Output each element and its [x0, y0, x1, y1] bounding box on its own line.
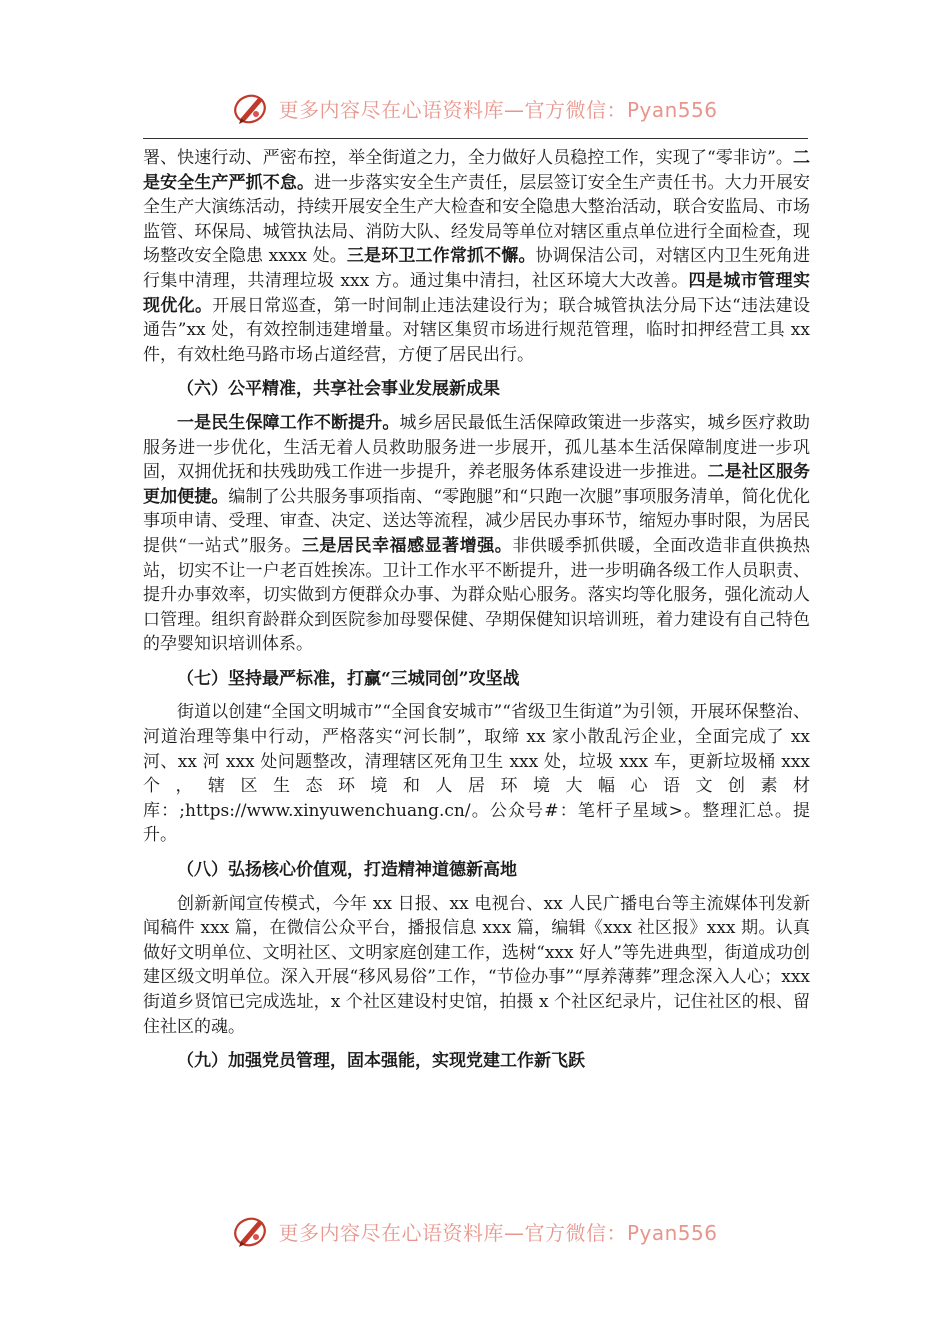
document-body: [143, 146, 810, 1083]
bold-lead-text: 三是环卫工作常抓不懈。: [346, 246, 536, 267]
paragraph-text: 进一步落实安全生产责任，层层签订安全生产责任书。大力开展安全生产大演练活动，持续开展安全生产大检查和安全隐患大整治活动，联合安监局、市场监管、环保局、城管执法局、消防大队、经发局等单位对辖区重点单位进行全面检查，现场整改安全隐患 xxxx 处。: [143, 172, 811, 267]
bold-lead-text: （七）坚持最严标准，打赢“三城同创”攻坚战: [177, 668, 520, 689]
section-heading: [143, 1049, 810, 1074]
paragraph-text: 编制了公共服务事项指南、“零跑腿”和“只跑一次腿”事项服务清单，简化优化事项申请、受理、审查、决定、送达等流程，减少居民办事环节，缩短办事时限，为居民提供“一站式”服务。: [143, 486, 810, 556]
paragraph-text: 署、快速行动、严密布控，举全街道之力，全力做好人员稳控工作，实现了“零非访”。: [143, 148, 793, 168]
banner-text: 更多内容尽在心语资料库—官方微信：Pyan556: [278, 1220, 718, 1245]
bold-lead-text: 三是居民幸福感显著增强。: [301, 535, 513, 556]
pen-logo-icon: [232, 1211, 272, 1251]
header-banner: [0, 88, 950, 128]
body-paragraph: [143, 146, 810, 367]
paragraph-text: 协调保洁公司，对辖区内卫生死角进行集中清理，共清理垃圾 xxx 方。通过集中清扫，社区环境大大改善。: [143, 246, 810, 291]
bold-lead-text: 四是城市管理实现优化。: [143, 270, 811, 316]
body-paragraph: [143, 700, 810, 848]
bold-lead-text: （九）加强党员管理，固本强能，实现党建工作新飞跃: [177, 1051, 585, 1072]
pen-logo-icon: [232, 88, 272, 128]
banner-text: 更多内容尽在心语资料库—官方微信：Pyan556: [278, 97, 718, 122]
footer-banner: [0, 1211, 950, 1251]
bold-lead-text: 二是安全生产严抓不怠。: [143, 148, 810, 193]
bold-lead-text: 二是社区服务更加便捷。: [143, 462, 811, 507]
header-divider: [143, 138, 808, 139]
bold-lead-text: （六）公平精准，共享社会事业发展新成果: [177, 379, 500, 400]
body-paragraph: [143, 892, 810, 1040]
body-paragraph: [143, 411, 810, 657]
paragraph-text: 开展日常巡查，第一时间制止违法建设行为；联合城管执法分局下达“违法建设通告”xx 处，有效控制违建增量。对辖区集贸市场进行规范管理，临时扣押经营工具 xx 件，有效杜绝马路市场占道经营，方便了居民出行。: [143, 295, 810, 365]
section-heading: [143, 858, 810, 883]
paragraph-text: 非供暖季抓供暖，全面改造非直供换热站，切实不让一户老百姓挨冻。卫计工作水平不断提升，进一步明确各级工作人员职责、提升办事效率，切实做到方便群众办事、为群众贴心服务。落实均等化服务，强化流动人口管理。组织育龄群众到医院参加母婴保健、孕期保健知识培训班，着力建设有自己特色的孕婴知识培训体系。: [143, 535, 811, 655]
paragraph-text: 创新新闻宣传模式，今年 xx 日报、xx 电视台、xx 人民广播电台等主流媒体刊发新闻稿件 xxx 篇，在微信公众平台，播报信息 xxx 篇，编辑《xxx 社区报》xxx 期。认真做好文明单位、文明社区、文明家庭创建工作，选树“xxx 好人”等先进典型，街道成功创建区级文明单位。深入开展“移风易俗”工作，“节俭办事”“厚养薄葬”理念深入人心；xxx 街道乡贤馆已完成选址，x 个社区建设村史馆，拍摄 x 个社区纪录片，记住社区的根、留住社区的魂。: [143, 893, 810, 1037]
section-heading: [143, 377, 810, 402]
paragraph-text: 城乡居民最低生活保障政策进一步落实，城乡医疗救助服务进一步优化，生活无着人员救助服务进一步展开，孤儿基本生活保障制度进一步巩固，双拥优抚和扶残助残工作进一步提升，养老服务体系建设进一步推进。: [143, 412, 811, 483]
paragraph-text: 街道以创建“全国文明城市”“全国食安城市”“省级卫生街道”为引领，开展环保整治、河道治理等集中行动，严格落实“河长制”，取缔 xx 家小散乱污企业，全面完成了 xx 河、xx 河 xxx 处问题整改，清理辖区死角卫生 xxx 处，垃圾 xxx 车，更新垃圾桶 xxx 个，辖区生态环境和人居环境大幅心语文创素材库：;https://www.xinyuwenchuang.cn/。公众号#：笔杆子星域>。整理汇总。提升。: [143, 702, 810, 846]
bold-lead-text: 一是民生保障工作不断提升。: [177, 412, 400, 433]
bold-lead-text: （八）弘扬核心价值观，打造精神道德新高地: [177, 860, 517, 881]
section-heading: [143, 667, 810, 692]
